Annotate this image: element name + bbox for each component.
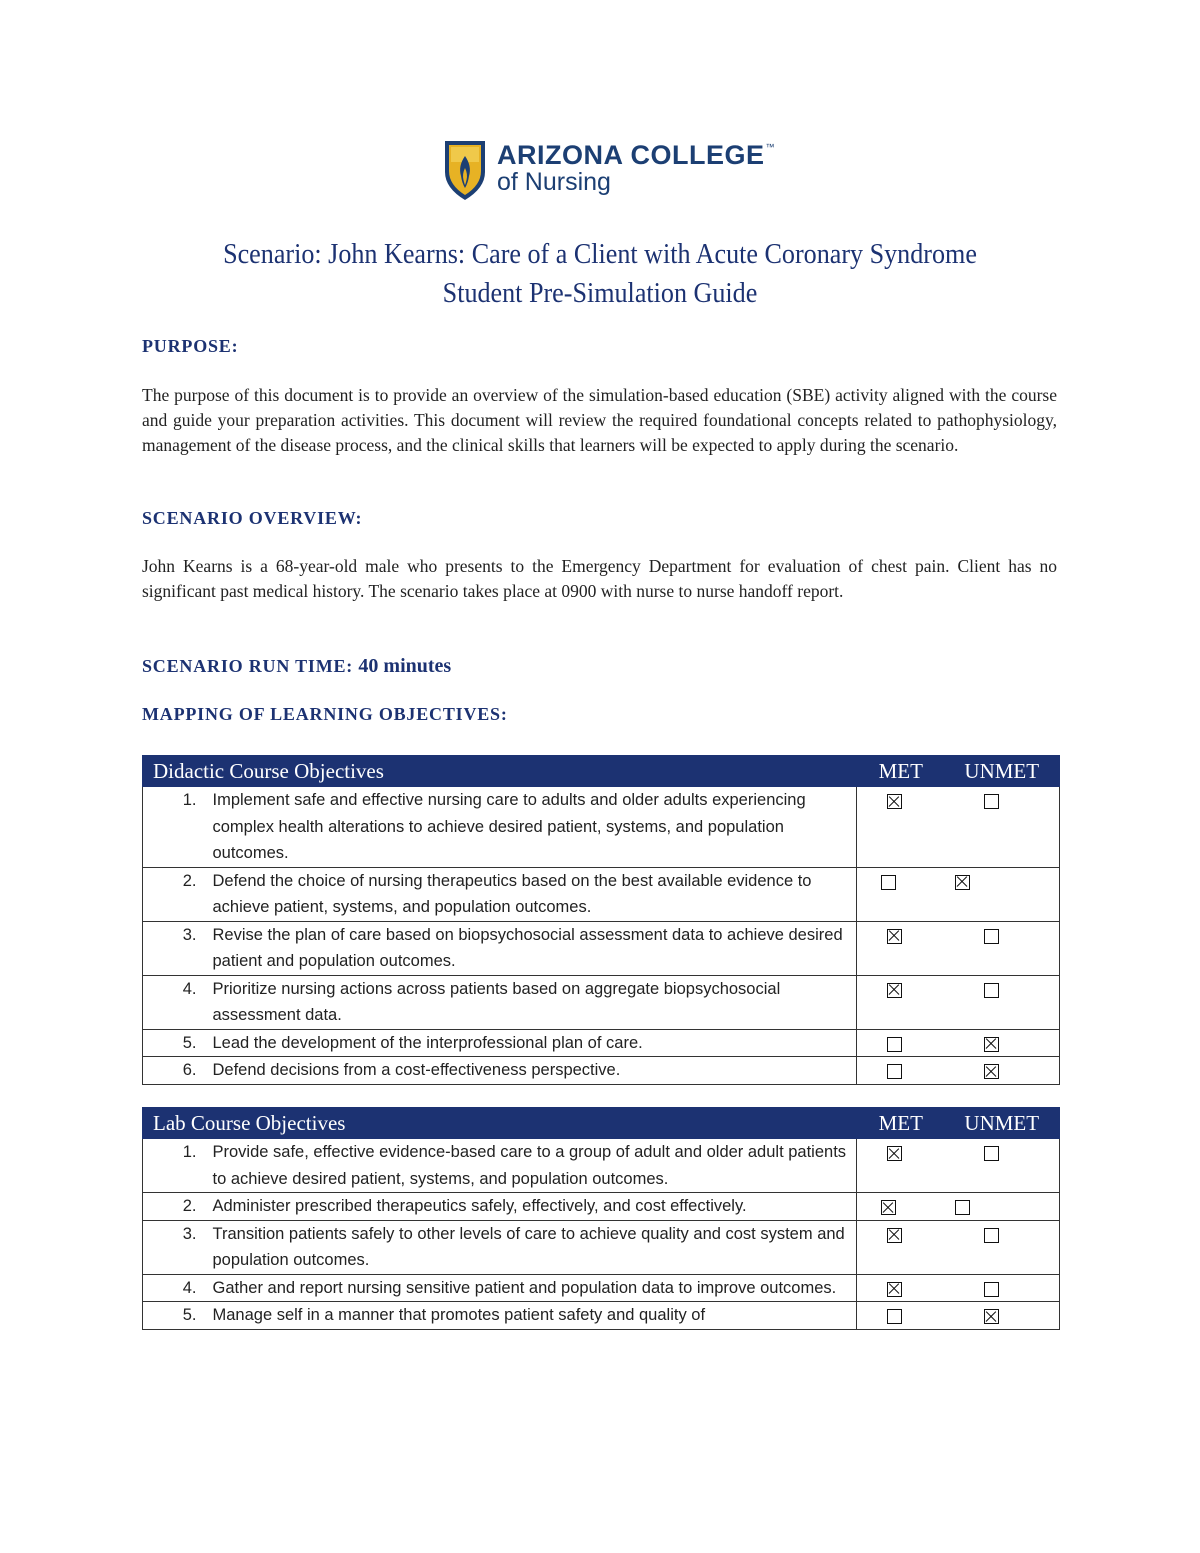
overview-text: John Kearns is a 68-year-old male who presents to the Emergency Department for evaluation of chest pain. Client has no significant past medical history. The scenario takes place at 0900 with nurse to nurse handoff report.: [142, 556, 1057, 601]
unmet-checkbox[interactable]: [984, 794, 999, 809]
unmet-column-header: UNMET: [945, 756, 1060, 787]
unmet-checkbox[interactable]: [984, 1282, 999, 1297]
met-cell: [857, 787, 945, 868]
logo-line1: ARIZONA COLLEGE: [497, 140, 765, 170]
shield-flame-icon: [441, 138, 489, 202]
didactic-objectives-table: [142, 755, 1060, 1085]
didactic-header: Didactic Course Objectives: [143, 756, 857, 787]
unmet-cell: [945, 1139, 1060, 1193]
unmet-cell: [945, 1220, 1060, 1274]
met-checkbox-checked[interactable]: [887, 929, 902, 944]
unmet-cell: [945, 1029, 1060, 1057]
runtime-line: [142, 655, 451, 678]
objective-number: 5.: [143, 1302, 213, 1330]
unmet-cell: [945, 787, 1060, 868]
met-cell: [857, 1057, 945, 1085]
overview-heading: SCENARIO OVERVIEW:: [142, 508, 363, 528]
unmet-cell: [945, 1057, 1060, 1085]
met-checkbox[interactable]: [887, 1064, 902, 1079]
objective-row: [143, 867, 1060, 921]
objective-number: 4.: [143, 975, 213, 1029]
logo-trademark: ™: [765, 142, 775, 152]
objective-text: Manage self in a manner that promotes patient safety and quality of: [213, 1302, 857, 1330]
unmet-cell: [945, 1274, 1060, 1302]
unmet-cell: [945, 1302, 1060, 1330]
met-cell: [857, 1302, 945, 1330]
objective-row: [143, 921, 1060, 975]
objective-text: Implement safe and effective nursing care to adults and older adults experiencing complex health alterations to achieve desired patient, systems, and population outcomes.: [213, 787, 857, 868]
runtime-value: 40 minutes: [358, 655, 452, 677]
didactic-rows: [143, 787, 1060, 1085]
unmet-checkbox-checked[interactable]: [984, 1064, 999, 1079]
objective-number: 3.: [143, 1220, 213, 1274]
college-logo: [441, 138, 775, 204]
purpose-text: The purpose of this document is to provide an overview of the simulation-based education (SBE) activity aligned with the course and guide your preparation activities. This document will review the required foundational concepts related to pathophysiology, management of the disease process, and the clinical skills that learners will be expected to apply during the scenario.: [142, 385, 1057, 455]
document-title: Scenario: John Kearns: Care of a Client with Acute Coronary Syndrome: [223, 238, 977, 270]
runtime-label: SCENARIO RUN TIME:: [142, 656, 354, 676]
objective-row: [143, 1029, 1060, 1057]
met-column-header: MET: [857, 1108, 945, 1139]
objective-number: 3.: [143, 921, 213, 975]
objective-text: Revise the plan of care based on biopsychosocial assessment data to achieve desired patient and population outcomes.: [213, 921, 857, 975]
met-checkbox[interactable]: [887, 1309, 902, 1324]
unmet-cell: [945, 867, 1060, 921]
unmet-checkbox[interactable]: [955, 1200, 970, 1215]
met-cell: [857, 1274, 945, 1302]
objective-text: Defend the choice of nursing therapeutics based on the best available evidence to achieve patient, systems, and population outcomes.: [213, 867, 857, 921]
objective-row: [143, 1139, 1060, 1193]
objective-number: 1.: [143, 1139, 213, 1193]
met-cell: [857, 867, 945, 921]
objective-text: Defend decisions from a cost-effectiveness perspective.: [213, 1057, 857, 1085]
objective-text: Prioritize nursing actions across patients based on aggregate biopsychosocial assessment data.: [213, 975, 857, 1029]
objective-text: Gather and report nursing sensitive patient and population data to improve outcomes.: [213, 1274, 857, 1302]
objective-text: Transition patients safely to other levels of care to achieve quality and cost system and population outcomes.: [213, 1220, 857, 1274]
objective-number: 2.: [143, 1193, 213, 1221]
unmet-cell: [945, 1193, 1060, 1221]
objective-text: Provide safe, effective evidence-based care to a group of adult and older adult patients to achieve desired patient, systems, and population outcomes.: [213, 1139, 857, 1193]
lab-objectives-table: [142, 1107, 1060, 1330]
objective-row: [143, 1274, 1060, 1302]
unmet-checkbox-checked[interactable]: [984, 1309, 999, 1324]
unmet-cell: [945, 921, 1060, 975]
met-checkbox-checked[interactable]: [887, 1282, 902, 1297]
unmet-checkbox[interactable]: [984, 1146, 999, 1161]
objective-number: 6.: [143, 1057, 213, 1085]
unmet-checkbox[interactable]: [984, 929, 999, 944]
objective-row: [143, 787, 1060, 868]
unmet-checkbox[interactable]: [984, 983, 999, 998]
unmet-cell: [945, 975, 1060, 1029]
met-checkbox[interactable]: [881, 875, 896, 890]
objective-row: [143, 1220, 1060, 1274]
objective-text: Lead the development of the interprofessional plan of care.: [213, 1029, 857, 1057]
unmet-column-header: UNMET: [945, 1108, 1060, 1139]
objective-number: 5.: [143, 1029, 213, 1057]
met-checkbox-checked[interactable]: [887, 794, 902, 809]
met-cell: [857, 1193, 945, 1221]
objective-number: 4.: [143, 1274, 213, 1302]
lab-header: Lab Course Objectives: [143, 1108, 857, 1139]
objective-row: [143, 1193, 1060, 1221]
met-cell: [857, 1220, 945, 1274]
objective-text: Administer prescribed therapeutics safely, effectively, and cost effectively.: [213, 1193, 857, 1221]
met-checkbox-checked[interactable]: [887, 983, 902, 998]
met-cell: [857, 921, 945, 975]
met-cell: [857, 1139, 945, 1193]
purpose-heading: PURPOSE:: [142, 336, 239, 356]
unmet-checkbox-checked[interactable]: [984, 1037, 999, 1052]
logo-line2: of Nursing: [497, 168, 611, 196]
objective-number: 2.: [143, 867, 213, 921]
lab-rows: [143, 1139, 1060, 1330]
unmet-checkbox-checked[interactable]: [955, 875, 970, 890]
met-checkbox-checked[interactable]: [881, 1200, 896, 1215]
met-column-header: MET: [857, 756, 945, 787]
met-cell: [857, 975, 945, 1029]
objective-row: [143, 975, 1060, 1029]
met-checkbox[interactable]: [887, 1037, 902, 1052]
met-checkbox-checked[interactable]: [887, 1146, 902, 1161]
objective-row: [143, 1302, 1060, 1330]
table-header-row: [143, 756, 1060, 787]
objective-number: 1.: [143, 787, 213, 868]
met-checkbox-checked[interactable]: [887, 1228, 902, 1243]
unmet-checkbox[interactable]: [984, 1228, 999, 1243]
objective-row: [143, 1057, 1060, 1085]
table-header-row: [143, 1108, 1060, 1139]
met-cell: [857, 1029, 945, 1057]
document-subtitle: Student Pre-Simulation Guide: [442, 277, 758, 309]
mapping-heading: MAPPING OF LEARNING OBJECTIVES:: [142, 704, 508, 724]
